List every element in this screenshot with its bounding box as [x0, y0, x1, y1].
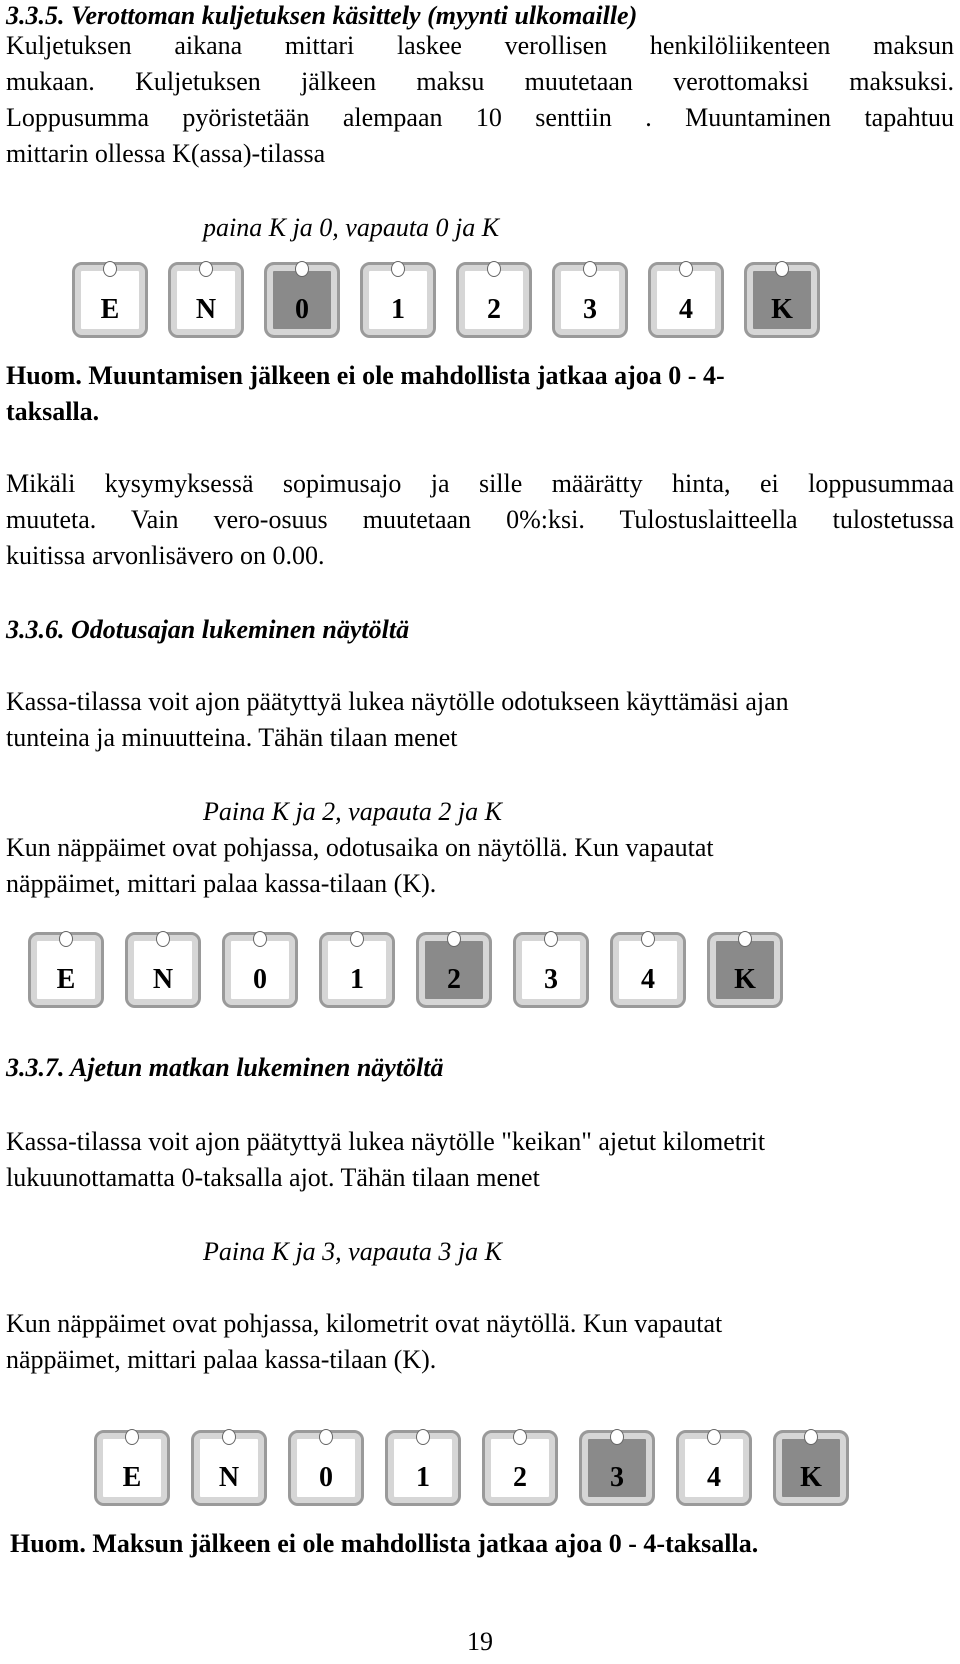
paragraph-line: Kassa-tilassa voit ajon päätyttyä lukea näytölle "keikan" ajetut kilometrit: [6, 1127, 766, 1156]
paragraph-line: Kun näppäimet ovat pohjassa, odotusaika on näytöllä. Kun vapautat: [6, 833, 714, 862]
indicator-led-icon: [487, 261, 501, 277]
section-heading-335: 3.3.5. Verottoman kuljetuksen käsittely (myynti ulkomaille): [6, 1, 638, 30]
page-number: 19: [467, 1627, 493, 1656]
key-4: [610, 932, 686, 1008]
key-e: [28, 932, 104, 1008]
key-instruction: paina K ja 0, vapauta 0 ja K: [203, 213, 500, 242]
indicator-led-icon: [775, 261, 789, 277]
key-label: 1: [391, 294, 405, 325]
key-label: 4: [679, 294, 693, 325]
key-1: [360, 262, 436, 338]
key-label: E: [56, 964, 76, 995]
key-label: N: [195, 294, 217, 325]
indicator-led-icon: [199, 261, 213, 277]
key-e: [94, 1430, 170, 1506]
key-k: [773, 1430, 849, 1506]
paragraph-line: tunteina ja minuutteina. Tähän tilaan menet: [6, 723, 458, 752]
key-3: [513, 932, 589, 1008]
key-label: 1: [350, 964, 364, 995]
indicator-led-icon: [295, 261, 309, 277]
key-label: 3: [544, 964, 558, 995]
key-label: N: [152, 964, 174, 995]
key-label: E: [100, 294, 120, 325]
indicator-led-icon: [391, 261, 405, 277]
paragraph-line: Kassa-tilassa voit ajon päätyttyä lukea näytölle odotukseen käyttämäsi ajan: [6, 687, 789, 716]
key-instruction: Paina K ja 3, vapauta 3 ja K: [203, 1237, 502, 1266]
paragraph-line: näppäimet, mittari palaa kassa-tilaan (K).: [6, 1345, 437, 1374]
paragraph-line: Mikäli kysymyksessä sopimusajo ja sille määrätty hinta, ei loppusummaa: [6, 469, 954, 498]
key-label: 0: [295, 294, 309, 325]
paragraph-line: kuitissa arvonlisävero on 0.00.: [6, 541, 325, 570]
indicator-led-icon: [319, 1429, 333, 1445]
key-2: [482, 1430, 558, 1506]
paragraph-line: Kuljetuksen aikana mittari laskee verollisen henkilöliikenteen maksun: [6, 31, 954, 60]
paragraph-line: mittarin ollessa K(assa)-tilassa: [6, 139, 326, 168]
key-label: 0: [253, 964, 267, 995]
indicator-led-icon: [544, 931, 558, 947]
note-line: Huom. Maksun jälkeen ei ole mahdollista jatkaa ajoa 0 - 4-taksalla.: [10, 1529, 759, 1558]
indicator-led-icon: [641, 931, 655, 947]
key-label: N: [218, 1462, 240, 1493]
key-k: [707, 932, 783, 1008]
key-label: E: [122, 1462, 142, 1493]
paragraph-line: Kun näppäimet ovat pohjassa, kilometrit ovat näytöllä. Kun vapautat: [6, 1309, 723, 1338]
key-0: [288, 1430, 364, 1506]
paragraph-line: lukuunottamatta 0-taksalla ajot. Tähän tilaan menet: [6, 1163, 540, 1192]
indicator-led-icon: [707, 1429, 721, 1445]
key-0: [264, 262, 340, 338]
key-label: 1: [416, 1462, 430, 1493]
key-e: [72, 262, 148, 338]
key-label: 0: [319, 1462, 333, 1493]
key-label: K: [800, 1462, 822, 1493]
key-n: [168, 262, 244, 338]
paragraph-line: muuteta. Vain vero-osuus muutetaan 0%:ksi. Tulostuslaitteella tulostetussa: [6, 505, 954, 534]
key-label: 2: [487, 294, 501, 325]
key-n: [191, 1430, 267, 1506]
key-instruction: Paina K ja 2, vapauta 2 ja K: [203, 797, 502, 826]
indicator-led-icon: [156, 931, 170, 947]
indicator-led-icon: [222, 1429, 236, 1445]
key-k: [744, 262, 820, 338]
key-4: [676, 1430, 752, 1506]
key-n: [125, 932, 201, 1008]
indicator-led-icon: [447, 931, 461, 947]
key-0: [222, 932, 298, 1008]
note-line: Huom. Muuntamisen jälkeen ei ole mahdollista jatkaa ajoa 0 - 4-: [6, 361, 725, 390]
indicator-led-icon: [513, 1429, 527, 1445]
key-label: 2: [447, 964, 461, 995]
paragraph-line: Loppusumma pyöristetään alempaan 10 senttiin . Muuntaminen tapahtuu: [6, 103, 954, 132]
key-2: [456, 262, 532, 338]
indicator-led-icon: [416, 1429, 430, 1445]
note-line: taksalla.: [6, 397, 100, 426]
indicator-led-icon: [350, 931, 364, 947]
key-label: 3: [610, 1462, 624, 1493]
indicator-led-icon: [738, 931, 752, 947]
key-label: 3: [583, 294, 597, 325]
indicator-led-icon: [253, 931, 267, 947]
key-label: 4: [707, 1462, 721, 1493]
indicator-led-icon: [103, 261, 117, 277]
key-3: [552, 262, 628, 338]
key-label: 4: [641, 964, 655, 995]
key-3: [579, 1430, 655, 1506]
key-1: [319, 932, 395, 1008]
section-heading-337: 3.3.7. Ajetun matkan lukeminen näytöltä: [6, 1053, 444, 1082]
paragraph-line: näppäimet, mittari palaa kassa-tilaan (K).: [6, 869, 437, 898]
indicator-led-icon: [125, 1429, 139, 1445]
indicator-led-icon: [610, 1429, 624, 1445]
key-label: 2: [513, 1462, 527, 1493]
key-2: [416, 932, 492, 1008]
section-heading-336: 3.3.6. Odotusajan lukeminen näytöltä: [6, 615, 410, 644]
indicator-led-icon: [804, 1429, 818, 1445]
indicator-led-icon: [679, 261, 693, 277]
key-label: K: [771, 294, 793, 325]
key-4: [648, 262, 724, 338]
indicator-led-icon: [583, 261, 597, 277]
paragraph-line: mukaan. Kuljetuksen jälkeen maksu muutetaan verottomaksi maksuksi.: [6, 67, 954, 96]
indicator-led-icon: [59, 931, 73, 947]
key-1: [385, 1430, 461, 1506]
key-label: K: [734, 964, 756, 995]
